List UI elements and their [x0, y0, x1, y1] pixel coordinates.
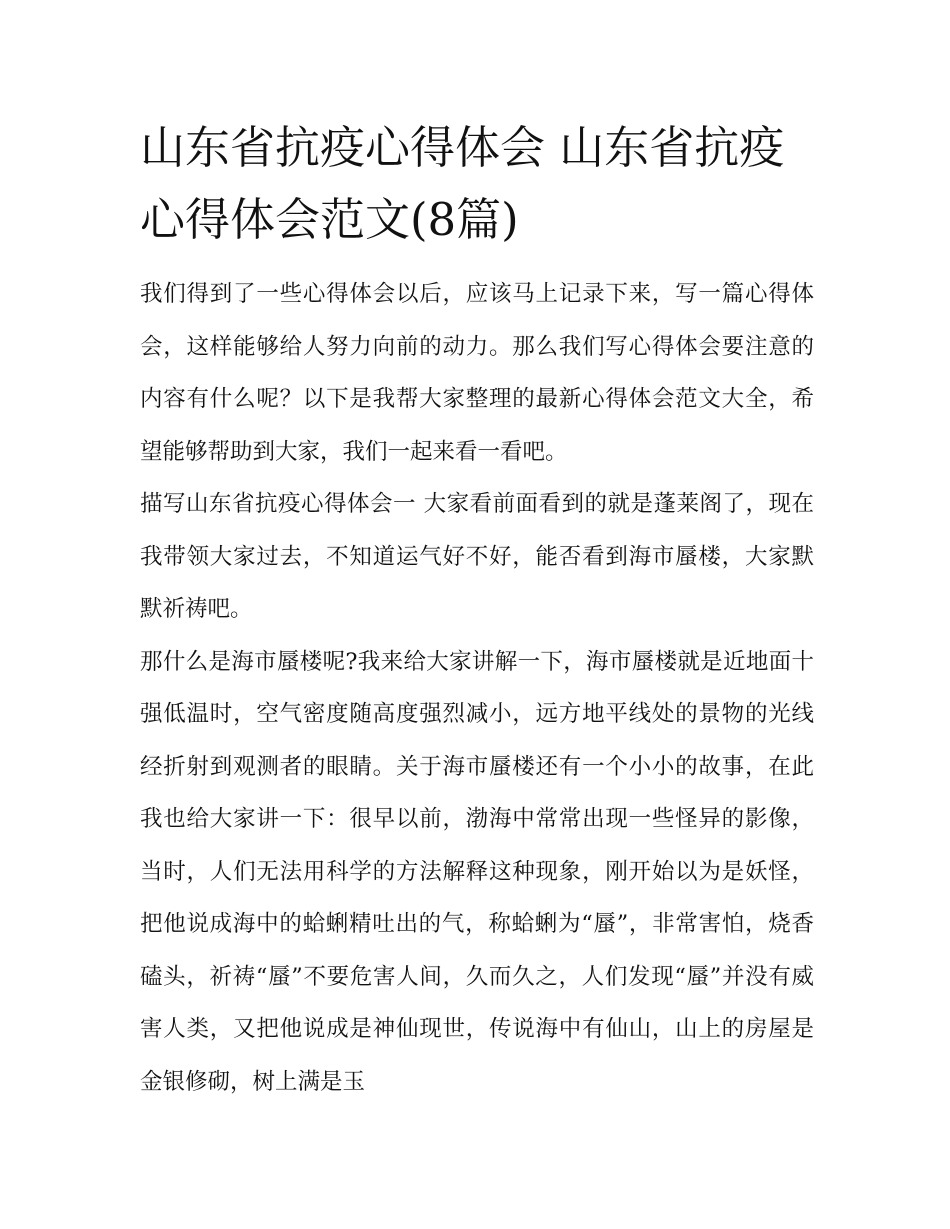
document-body — [140, 112, 814, 1108]
document-title: 山东省抗疫心得体会 山东省抗疫心得体会范文(8篇) — [140, 121, 785, 246]
paragraph-penglai: 描写山东省抗疫心得体会一 大家看前面看到的就是蓬莱阁了，现在我带领大家过去，不知道运气好不好，能否看到海市蜃楼，大家默默祈祷吧。 — [140, 491, 814, 622]
paragraph-intro: 我们得到了一些心得体会以后，应该马上记录下来，写一篇心得体会，这样能够给人努力向前的动力。那么我们写心得体会要注意的内容有什么呢？以下是我帮大家整理的最新心得体会范文大全，希望能够帮助到大家，我们一起来看一看吧。 — [140, 281, 814, 465]
paragraph-mirage: 那什么是海市蜃楼呢?我来给大家讲解一下，海市蜃楼就是近地面十强低温时，空气密度随高度强烈减小，远方地平线处的景物的光线经折射到观测者的眼睛。关于海市蜃楼还有一个小小的故事，在此我也给大家讲一下：很早以前，渤海中常常出现一些怪异的影像，当时，人们无法用科学的方法解释这种现象，刚开始以为是妖怪，把他说成海中的蛤蜊精吐出的气，称蛤蜊为“蜃”，非常害怕，烧香磕头，祈祷“蜃”不要危害人间，久而久之，人们发现“蜃”并没有威害人类，又把他说成是神仙现世，传说海中有仙山，山上的房屋是金银修砌，树上满是玉 — [140, 648, 814, 1095]
